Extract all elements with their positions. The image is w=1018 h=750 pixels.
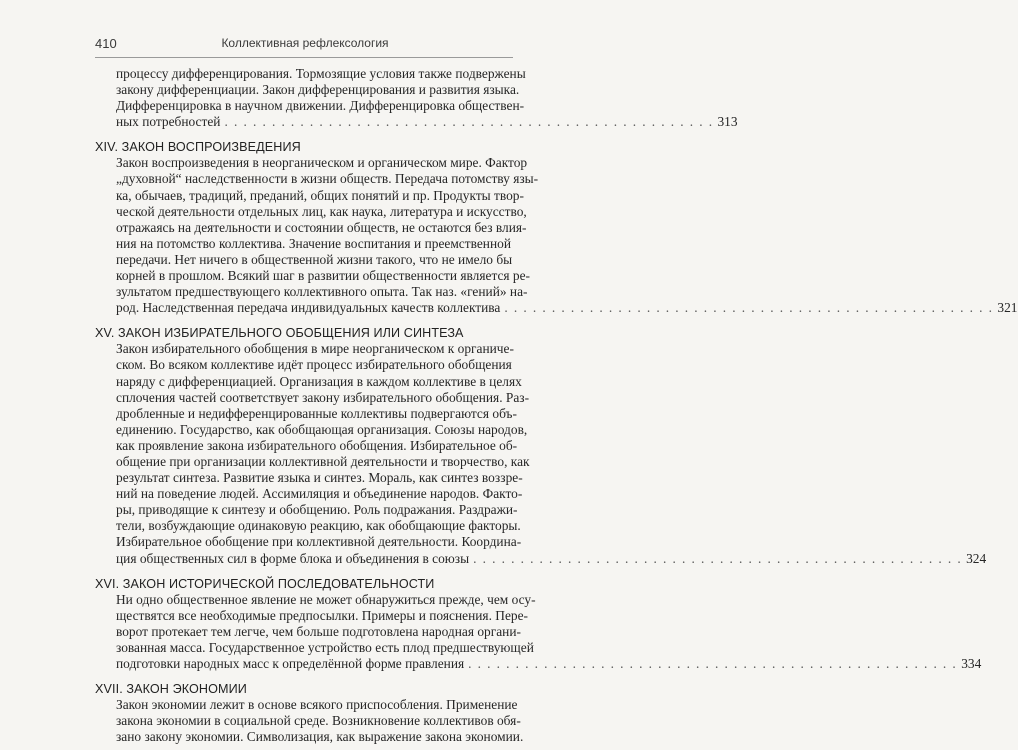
- description-line: зультатом предшествующего коллективного опыта. Так наз. «гений» на-: [116, 284, 528, 300]
- toc-section: [95, 681, 524, 745]
- dot-leader: . . . . . . . . . . . . . . . . . . . . . . . . . . . . . . . . . . . . . . . . . . . . . . . . . . . .: [224, 114, 714, 130]
- dot-leader: . . . . . . . . . . . . . . . . . . . . . . . . . . . . . . . . . . . . . . . . . . . . . . . . . . . .: [473, 550, 963, 566]
- toc-section: [95, 325, 987, 566]
- header-rule: [95, 57, 513, 58]
- section-description: [95, 66, 738, 130]
- description-line: корней в прошлом. Всякий шаг в развитии общественности является ре-: [116, 268, 531, 284]
- description-line: процессу дифференцирования. Тормозящие условия также подвержены: [116, 66, 526, 81]
- table-of-contents: [95, 66, 1018, 745]
- description-line: зано закону экономии. Символизация, как выражение закона экономии.: [116, 729, 524, 745]
- dot-leader: . . . . . . . . . . . . . . . . . . . . . . . . . . . . . . . . . . . . . . . . . . . . . . . . . . . .: [504, 300, 994, 316]
- description-line: отражаясь на деятельности и состоянии обществ, не остаются без влия-: [116, 219, 527, 235]
- description-line: Избирательное обобщение при коллективной деятельности. Координа-: [116, 534, 522, 550]
- page-header: [95, 36, 515, 56]
- description-line: ском. Во всяком коллективе идёт процесс избирательного обобщения: [116, 357, 512, 373]
- toc-entry-final-line: [116, 300, 1018, 316]
- description-line: закону дифференциации. Закон дифференцирования и развития языка.: [116, 82, 520, 98]
- description-line: ка, обычаев, традиций, преданий, общих понятий и пр. Продукты твор-: [116, 187, 524, 203]
- description-line: ческой деятельности отдельных лиц, как наука, литература и искусство,: [116, 203, 527, 219]
- description-line: передачи. Нет ничего в общественной жизни такого, что не имело бы: [116, 251, 513, 267]
- section-description: [95, 155, 1018, 316]
- description-line: подготовки народных масс к определённой форме правления: [116, 656, 465, 671]
- toc-section: [95, 576, 982, 672]
- description-line: Закон экономии лежит в основе всякого приспособления. Применение: [116, 697, 518, 713]
- page-number: 410: [95, 36, 117, 51]
- description-line: единению. Государство, как обобщающая организация. Союзы народов,: [116, 421, 528, 437]
- description-line: ний на поведение людей. Ассимиляция и объединение народов. Факто-: [116, 486, 523, 502]
- description-line: закона экономии в социальной среде. Возникновение коллективов обя-: [116, 713, 521, 729]
- toc-entry-final-line: [116, 550, 987, 567]
- description-line: ния на потомство коллектива. Значение воспитания и преемственной: [116, 235, 511, 251]
- running-title: Коллективная рефлексология: [221, 36, 389, 50]
- description-line: зованная масса. Государственное устройство есть плод предшествующей: [116, 639, 534, 655]
- toc-section: [95, 139, 1018, 316]
- page-reference: 334: [961, 656, 982, 671]
- page-reference: 321: [997, 300, 1018, 316]
- description-line: результат синтеза. Развитие языка и синтез. Мораль, как синтез воззре-: [116, 470, 523, 486]
- description-line: ция общественных сил в форме блока и объединения в союзы: [116, 550, 470, 566]
- section-description: [95, 591, 982, 672]
- description-line: „духовной“ наследственности в жизни обществ. Передача потомству язы-: [116, 171, 539, 187]
- description-line: ществятся все необходимые предпосылки. Примеры и пояснения. Пере-: [116, 607, 528, 623]
- dot-leader: . . . . . . . . . . . . . . . . . . . . . . . . . . . . . . . . . . . . . . . . . . . . . . . . . . . .: [468, 656, 958, 671]
- description-line: Закон избирательного обобщения в мире неорганическом к органиче-: [116, 341, 514, 357]
- description-line: Закон воспроизведения в неорганическом и органическом мире. Фактор: [116, 155, 528, 171]
- section-heading: XV. ЗАКОН ИЗБИРАТЕЛЬНОГО ОБОБЩЕНИЯ ИЛИ СИНТЕЗА: [95, 326, 464, 341]
- page-reference: 313: [717, 114, 738, 130]
- description-line: Дифференцировка в научном движении. Дифференцировка обществен-: [116, 98, 525, 114]
- section-description: [95, 697, 524, 745]
- description-line: Ни одно общественное явление не может обнаружиться прежде, чем осу-: [116, 591, 536, 607]
- section-heading: XIV. ЗАКОН ВОСПРОИЗВЕДЕНИЯ: [95, 140, 301, 155]
- description-line: как проявление закона избирательного обобщения. Избирательное об-: [116, 437, 518, 453]
- section-heading: XVII. ЗАКОН ЭКОНОМИИ: [95, 682, 247, 697]
- page-reference: 324: [966, 550, 987, 566]
- description-line: род. Наследственная передача индивидуальных качеств коллектива: [116, 300, 501, 316]
- description-line: тели, возбуждающие одинаковую реакцию, как обобщающие факторы.: [116, 518, 521, 534]
- description-line: ры, приводящие к синтезу и обобщению. Роль подражания. Раздражи-: [116, 502, 518, 518]
- toc-section: [95, 66, 738, 130]
- description-line: сплочения частей соответствует закону избирательного обобщения. Раз-: [116, 389, 530, 405]
- section-heading: XVI. ЗАКОН ИСТОРИЧЕСКОЙ ПОСЛЕДОВАТЕЛЬНОСТИ: [95, 576, 435, 591]
- description-line: ворот протекает тем легче, чем больше подготовлена народная органи-: [116, 623, 521, 639]
- description-line: наряду с дифференциацией. Организация в каждом коллективе в целях: [116, 373, 522, 389]
- toc-entry-final-line: [116, 656, 982, 672]
- description-line: дробленные и недифференцированные коллективы подвергаются объ-: [116, 405, 517, 421]
- section-description: [95, 341, 987, 566]
- toc-entry-final-line: [116, 114, 738, 130]
- description-line: ных потребностей: [116, 114, 221, 130]
- description-line: общение при организации коллективной деятельности и творчество, как: [116, 453, 530, 469]
